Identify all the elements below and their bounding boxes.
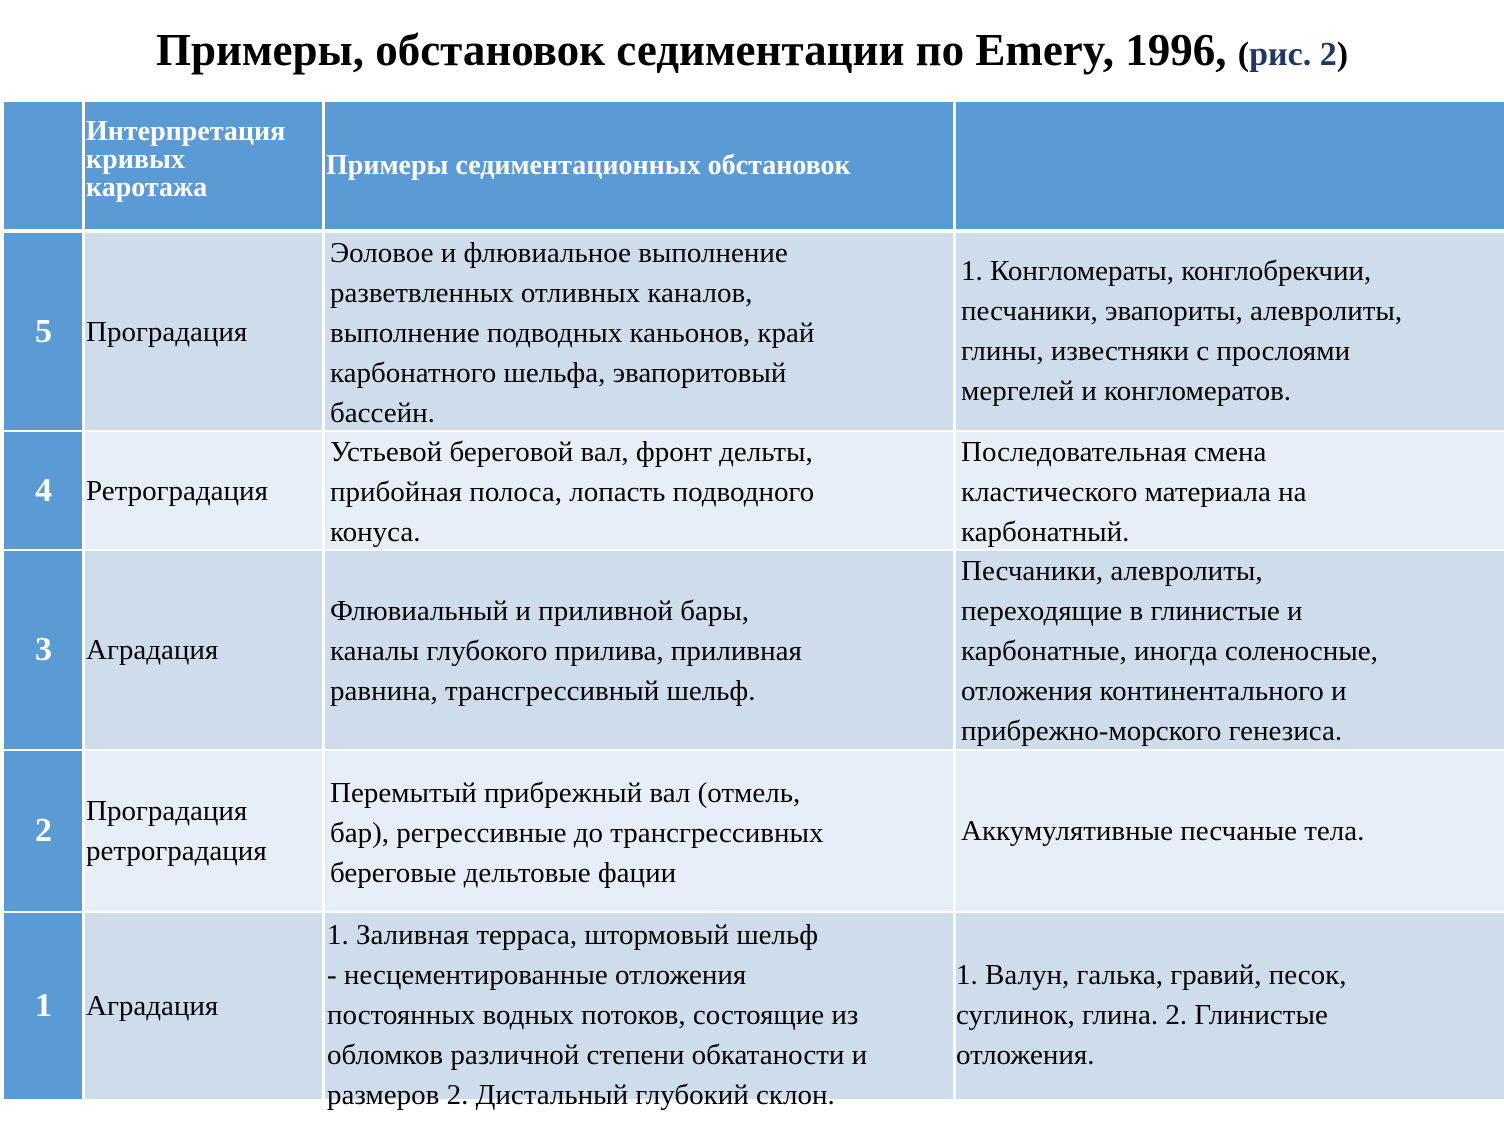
row-interpretation: Проградация xyxy=(83,233,323,430)
header-deposits xyxy=(954,102,1504,229)
row-deposits: Аккумулятивные песчаные тела. xyxy=(954,751,1504,911)
row-number: 3 xyxy=(4,551,83,749)
row-environments: Перемытый прибрежный вал (отмель, бар), регрессивные до трансгрессивных береговые дельтовые фации xyxy=(323,751,954,911)
header-index-cell xyxy=(4,102,83,229)
title-main: Примеры, обстановок седиментации по Emery, 1996, xyxy=(155,25,1227,75)
row-deposits: Последовательная смена кластического материала на карбонатный. xyxy=(954,432,1504,549)
row-environments: Эоловое и флювиальное выполнение разветвленных отливных каналов, выполнение подводных каньонов, край карбонатного шельфа, эвапоритовый бассейн. xyxy=(323,233,954,430)
column-divider xyxy=(953,102,956,1100)
header-divider xyxy=(4,229,1504,233)
row-deposits: 1. Конгломераты, конглобрекчии, песчаники, эвапориты, алевролиты, глины, известняки с прослоями мергелей и конгломератов. xyxy=(954,233,1504,430)
row-divider xyxy=(4,549,1504,551)
header-interpretation: Интерпретация кривых каротажа xyxy=(83,102,323,229)
row-environments: Флювиальный и приливной бары, каналы глубокого прилива, приливная равнина, трансгрессивный шельф. xyxy=(323,551,954,749)
row-interpretation: Аградация xyxy=(83,551,323,749)
row-interpretation: Ретроградация xyxy=(83,432,323,549)
header-examples: Примеры седиментационных обстановок xyxy=(323,102,954,229)
row-number: 1 xyxy=(4,913,83,1099)
row-number: 5 xyxy=(4,233,83,430)
row-interpretation: Проградация ретроградация xyxy=(83,751,323,911)
column-divider xyxy=(322,102,325,1100)
sedimentation-table xyxy=(4,102,1504,1111)
row-number: 4 xyxy=(4,432,83,549)
row-divider xyxy=(4,911,1504,913)
row-number: 2 xyxy=(4,751,83,911)
page-title xyxy=(0,22,1504,83)
row-deposits: Песчаники, алевролиты, переходящие в глинистые и карбонатные, иногда соленосные, отложения континентального и прибрежно-морского генезиса. xyxy=(954,551,1504,749)
row-interpretation: Аградация xyxy=(83,913,323,1099)
row-divider xyxy=(4,749,1504,751)
row-environments: Устьевой береговой вал, фронт дельты, прибойная полоса, лопасть подводного конуса. xyxy=(323,432,954,549)
column-divider xyxy=(82,102,85,1100)
row-divider xyxy=(4,430,1504,432)
row-deposits: 1. Валун, галька, гравий, песок, суглинок, глина. 2. Глинистые отложения. xyxy=(954,913,1504,1099)
figure-reference: (рис. 2) xyxy=(1237,36,1349,73)
row-environments: 1. Заливная терраса, штормовый шельф - несцементированные отложения постоянных водных потоков, состоящие из обломков различной степени обкатаности и размеров 2. Дистальный глубокий склон. xyxy=(323,913,954,1099)
figure-reference-label: рис. 2 xyxy=(1249,36,1337,73)
